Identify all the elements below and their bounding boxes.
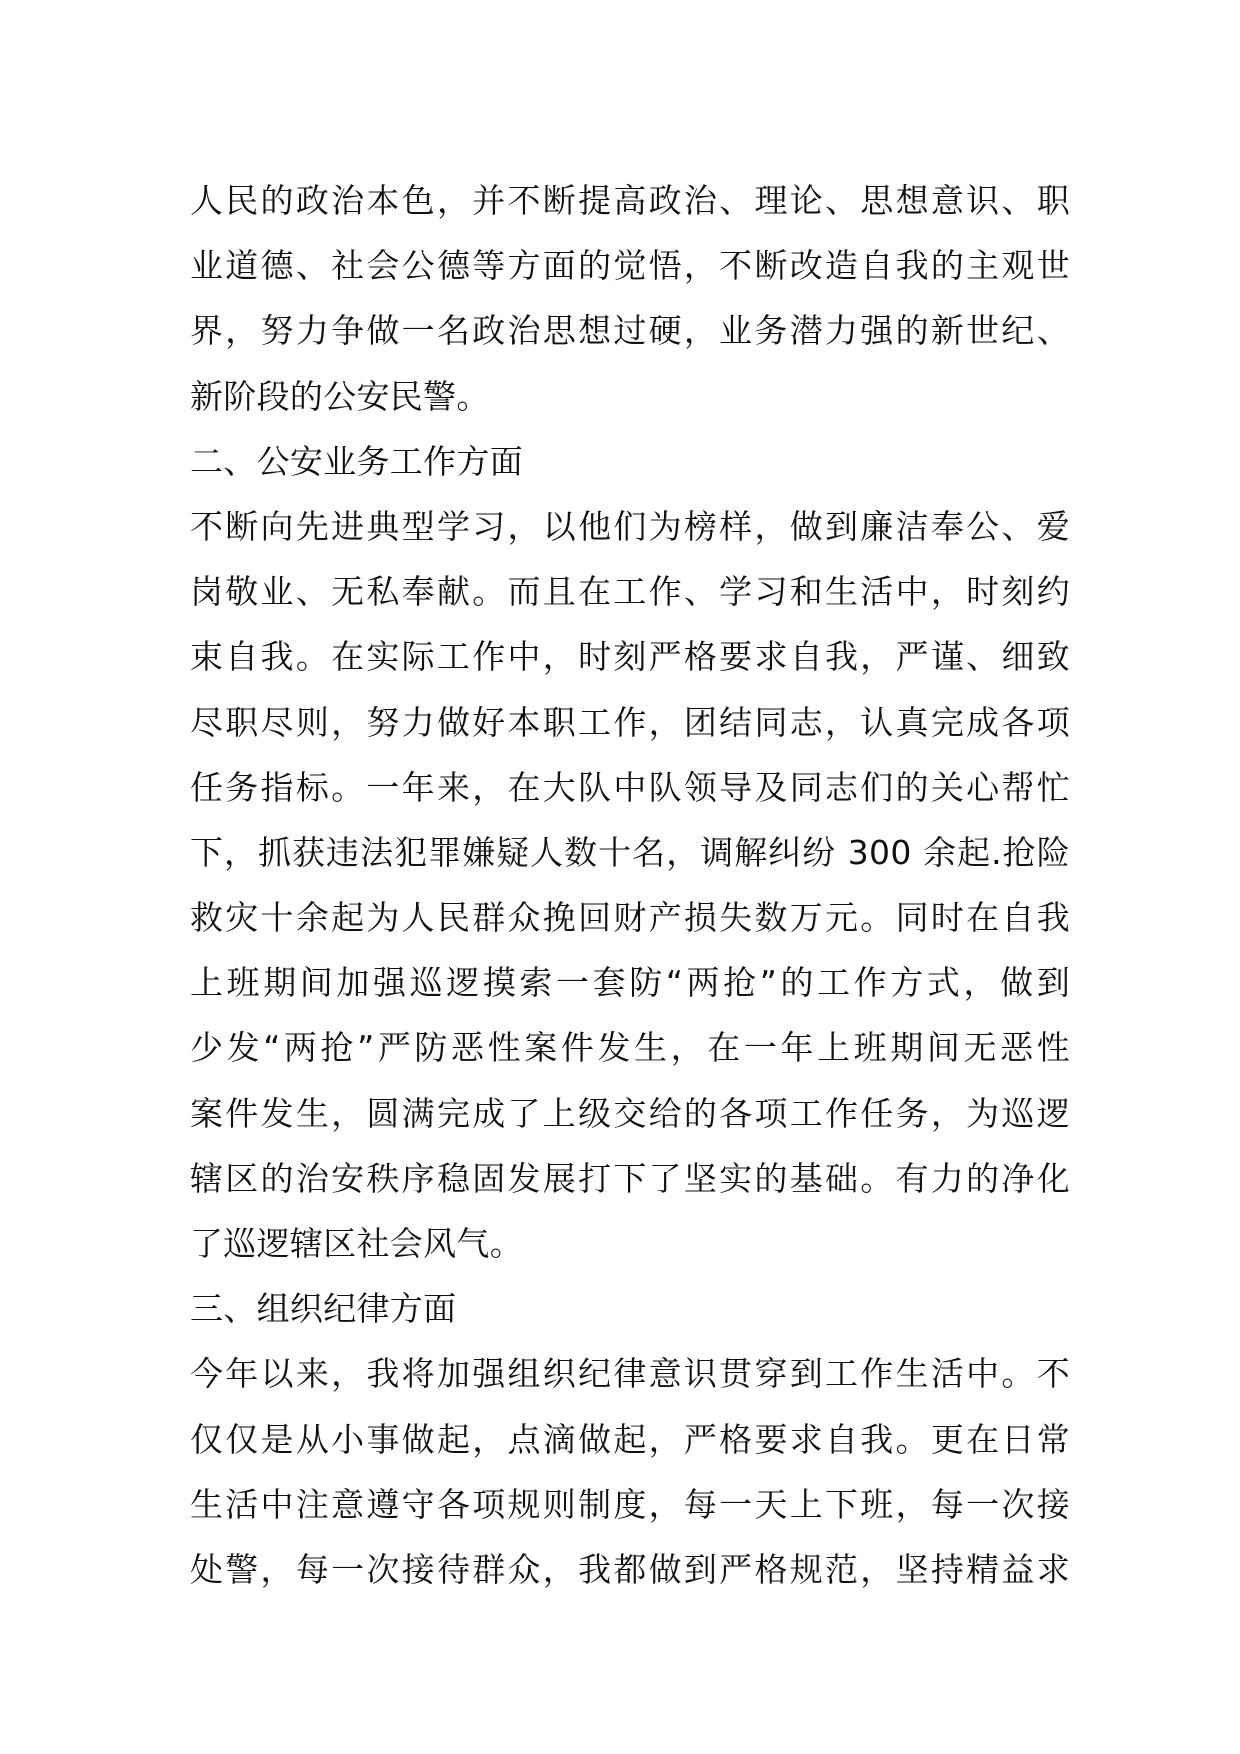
paragraph-line: 人民的政治本色，并不断提高政治、理论、思想意识、职 xyxy=(190,181,1070,220)
paragraph-line: 业道德、社会公德等方面的觉悟，不断改造自我的主观世 xyxy=(190,246,1070,286)
paragraph-line: 束自我。在实际工作中，时刻严格要求自我，严谨、细致 xyxy=(190,637,1070,677)
paragraph-line: 尽职尽则，努力做好本职工作，团结同志，认真完成各项 xyxy=(190,702,1070,742)
paragraph-line: 新阶段的公安民警。 xyxy=(190,376,490,416)
paragraph-line: 今年以来，我将加强组织纪律意识贯穿到工作生活中。不 xyxy=(190,1354,1070,1394)
paragraph-line: 任务指标。一年来，在大队中队领导及同志们的关心帮忙 xyxy=(190,767,1070,807)
paragraph-line: 仅仅是从小事做起，点滴做起，严格要求自我。更在日常 xyxy=(190,1419,1070,1459)
paragraph-line: 不断向先进典型学习，以他们为榜样，做到廉洁奉公、爱 xyxy=(190,506,1070,546)
paragraph-line: 界，努力争做一名政治思想过硬，业务潜力强的新世纪、 xyxy=(190,311,1070,351)
section-heading: 二、公安业务工作方面 xyxy=(190,441,523,481)
section-heading: 三、组织纪律方面 xyxy=(190,1289,457,1329)
paragraph-line: 岗敬业、无私奉献。而且在工作、学习和生活中，时刻约 xyxy=(190,572,1070,612)
paragraph-line: 上班期间加强巡逻摸索一套防“两抢”的工作方式，做到 xyxy=(190,963,1070,1003)
paragraph-line: 案件发生，圆满完成了上级交给的各项工作任务，为巡逻 xyxy=(190,1093,1070,1133)
paragraph-line: 生活中注意遵守各项规则制度，每一天上下班，每一次接 xyxy=(190,1484,1070,1524)
paragraph-line: 少发“两抢”严防恶性案件发生，在一年上班期间无恶性 xyxy=(190,1028,1070,1068)
paragraph-line: 下，抓获违法犯罪嫌疑人数十名，调解纠纷 300 余起.抢险 xyxy=(190,832,1070,872)
document-body xyxy=(190,168,1070,1602)
paragraph-line: 了巡逻辖区社会风气。 xyxy=(190,1224,523,1263)
paragraph-line: 救灾十余起为人民群众挽回财产损失数万元。同时在自我 xyxy=(190,898,1070,938)
paragraph-line: 辖区的治安秩序稳固发展打下了坚实的基础。有力的净化 xyxy=(190,1158,1070,1198)
paragraph-line: 处警，每一次接待群众，我都做到严格规范，坚持精益求 xyxy=(190,1549,1070,1589)
